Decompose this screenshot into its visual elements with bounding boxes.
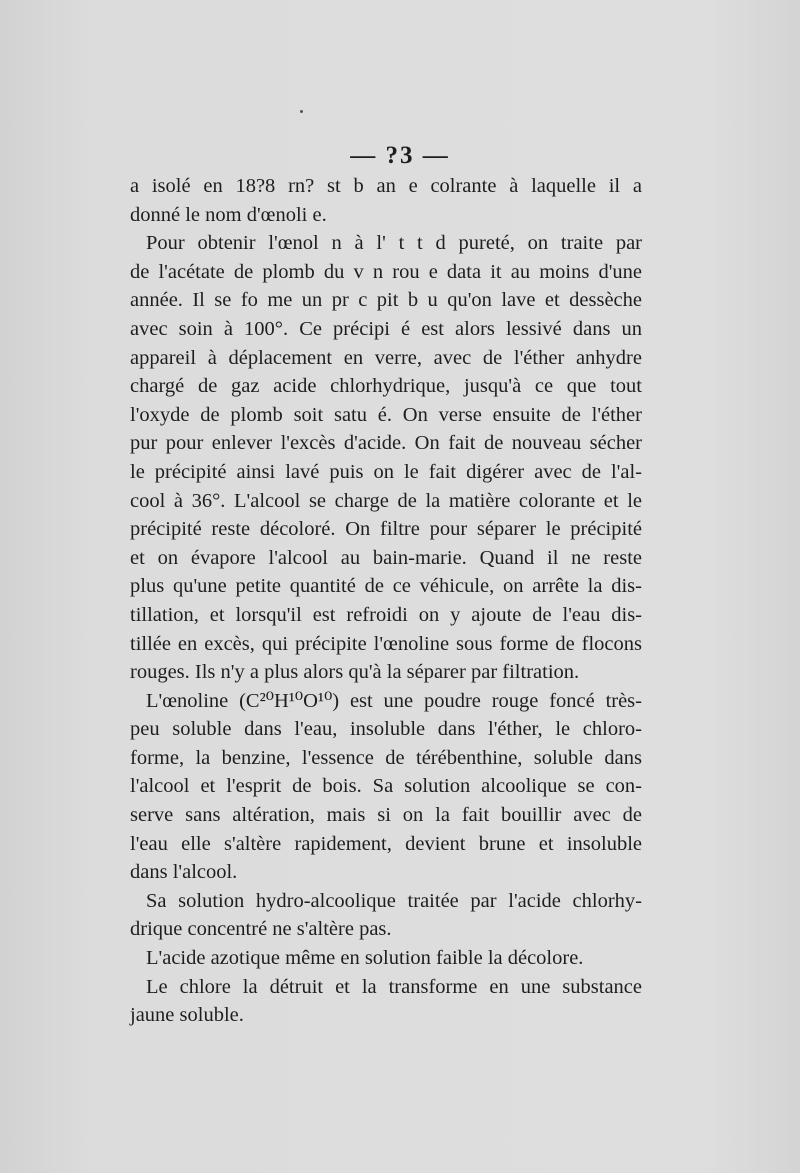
text-line: jaune soluble. — [130, 1004, 244, 1027]
text-line: Le chlore la détruit et la transforme en une substance — [146, 975, 642, 998]
text-line: L'œnoline (C²⁰H¹⁰O¹⁰) est une poudre rouge foncé très- — [146, 689, 642, 712]
text-line: Sa solution hydro-alcoolique traitée par l'acide chlorhy- — [146, 889, 642, 912]
text-line: drique concentré ne s'altère pas. — [130, 918, 392, 941]
paper-speck — [300, 110, 303, 113]
text-line: forme, la benzine, l'essence de térébenthine, soluble dans — [130, 746, 642, 769]
text-line: année. Il se fo me un pr c pit b u qu'on lave et dessèche — [130, 289, 642, 312]
text-line: plus qu'une petite quantité de ce véhicule, on arrête la dis- — [130, 575, 642, 598]
text-line: précipité reste décoloré. On filtre pour séparer le précipité — [130, 518, 642, 541]
text-line: de l'acétate de plomb du v n rou e data it au moins d'une — [130, 260, 642, 283]
text-line: l'oxyde de plomb soit satu é. On verse ensuite de l'éther — [130, 403, 642, 426]
text-line: serve sans altération, mais si on la fait bouillir avec de — [130, 804, 642, 827]
text-line: le précipité ainsi lavé puis on le fait digérer avec de l'al- — [130, 460, 642, 483]
page-body-text — [130, 172, 642, 1030]
text-line: cool à 36°. L'alcool se charge de la matière colorante et le — [130, 489, 642, 512]
text-line: l'alcool et l'esprit de bois. Sa solution alcoolique se con- — [130, 775, 642, 798]
text-line: dans l'alcool. — [130, 861, 238, 884]
text-line: peu soluble dans l'eau, insoluble dans l'éther, le chloro- — [130, 718, 642, 741]
page-number: — ?3 — — [350, 142, 450, 169]
text-line: appareil à déplacement en verre, avec de l'éther anhydre — [130, 346, 642, 369]
text-line: tillation, et lorsqu'il est refroidi on y ajoute de l'eau dis- — [130, 603, 642, 626]
text-line: Pour obtenir l'œnol n à l' t t d pureté, on traite par — [146, 232, 642, 255]
text-line: et on évapore l'alcool au bain-marie. Quand il ne reste — [130, 546, 642, 569]
text-line: tillée en excès, qui précipite l'œnoline sous forme de flocons — [130, 632, 642, 655]
text-line: chargé de gaz acide chlorhydrique, jusqu'à ce que tout — [130, 375, 642, 398]
text-line: avec soin à 100°. Ce précipi é est alors lessivé dans un — [130, 317, 642, 340]
text-line: l'eau elle s'altère rapidement, devient brune et insoluble — [130, 832, 642, 855]
text-line: pur pour enlever l'excès d'acide. On fait de nouveau sécher — [130, 432, 642, 455]
text-line: a isolé en 18?8 rn? st b an e colrante à laquelle il a — [130, 175, 642, 197]
text-line: L'acide azotique même en solution faible la décolore. — [146, 947, 584, 970]
text-line: donné le nom d'œnoli e. — [130, 203, 327, 226]
text-line: rouges. Ils n'y a plus alors qu'à la séparer par filtration. — [130, 661, 580, 684]
